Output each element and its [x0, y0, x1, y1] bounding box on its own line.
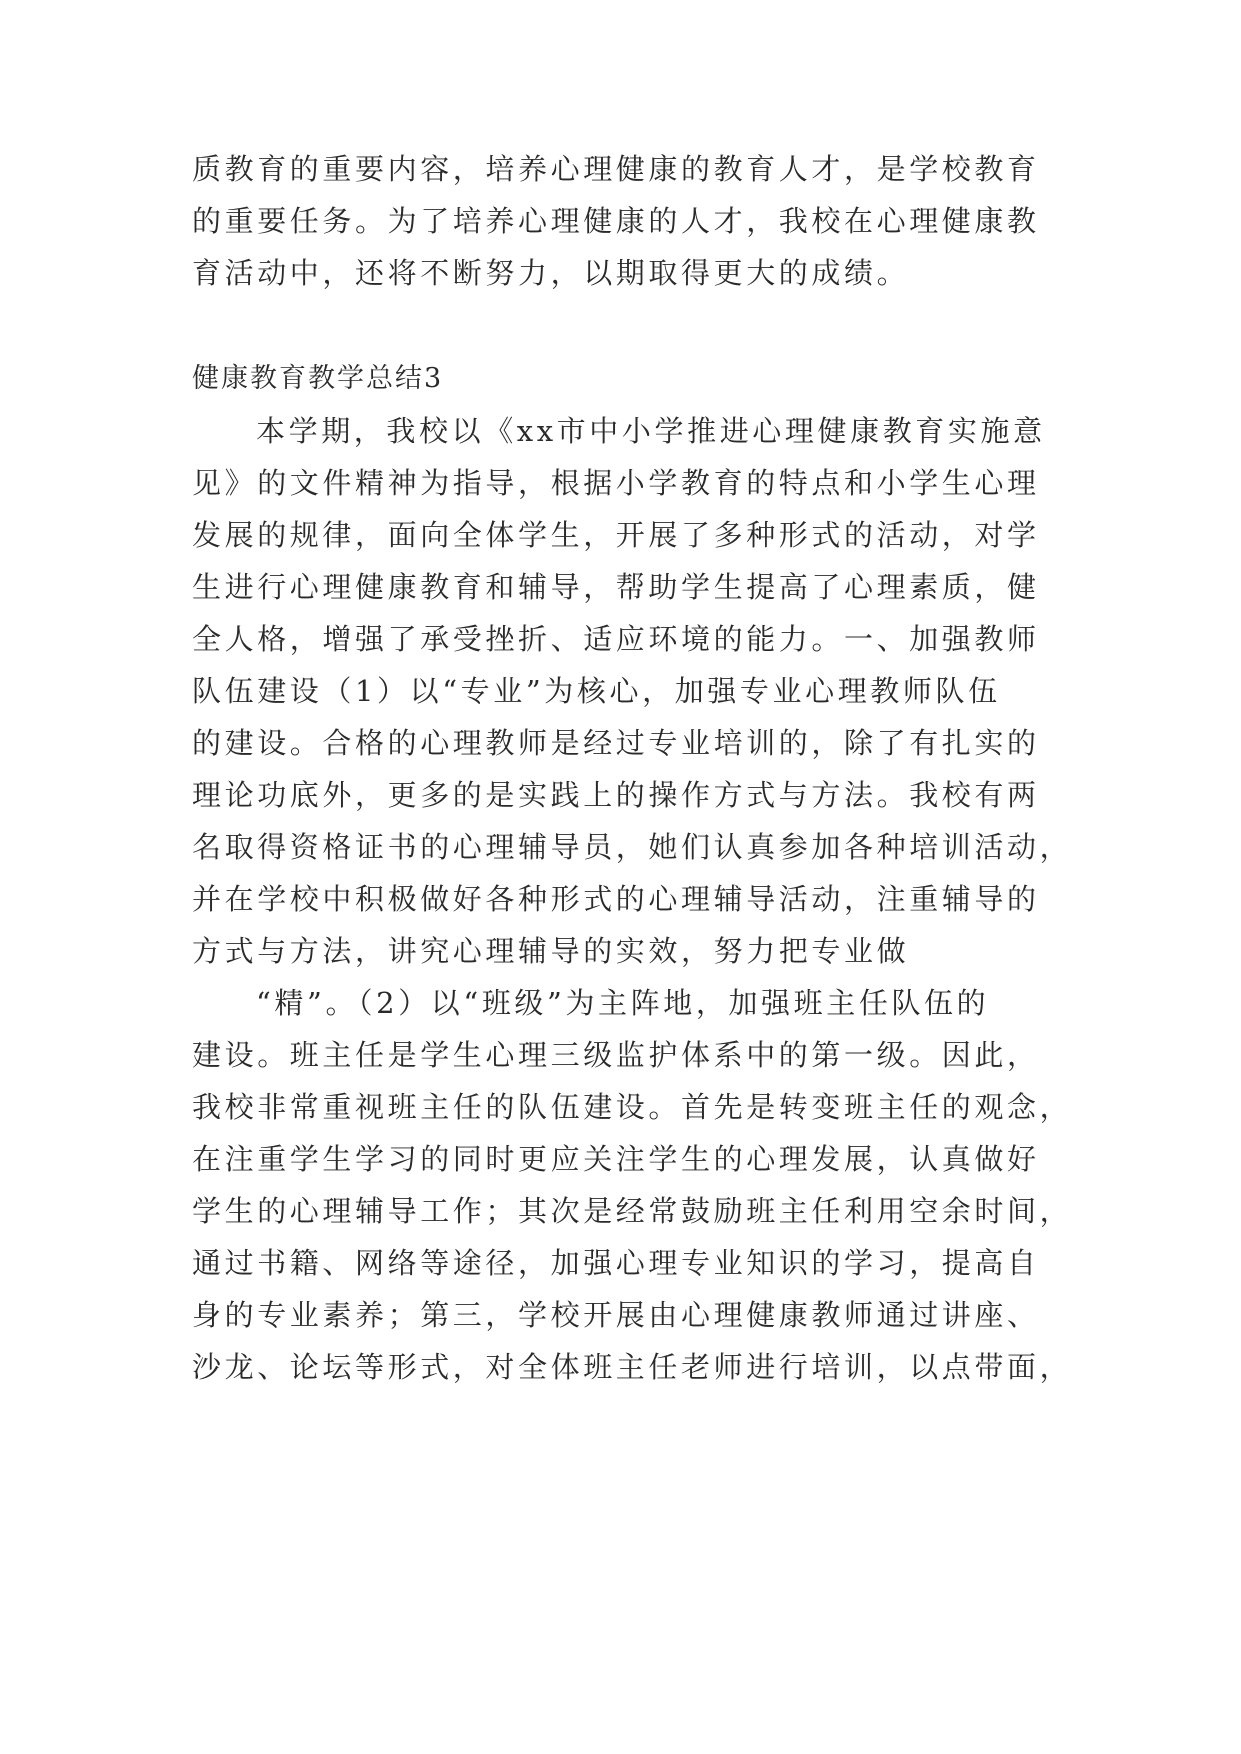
- paragraph-line: 并在学校中积极做好各种形式的心理辅导活动，注重辅导的: [192, 882, 1040, 916]
- paragraph-line: 建设。班主任是学生心理三级监护体系中的第一级。因此，: [192, 1038, 1040, 1072]
- paragraph-line: 的建设。合格的心理教师是经过专业培训的，除了有扎实的: [192, 726, 1040, 760]
- paragraph-line: 全人格，增强了承受挫折、适应环境的能力。一、加强教师: [192, 622, 1040, 656]
- paragraph-line: 学生的心理辅导工作；其次是经常鼓励班主任利用空余时间，: [192, 1194, 1073, 1228]
- section-heading: 健康教育教学总结3: [192, 363, 444, 394]
- paragraph-line: 沙龙、论坛等形式，对全体班主任老师进行培训，以点带面，: [192, 1350, 1073, 1384]
- paragraph-line: 见》的文件精神为指导，根据小学教育的特点和小学生心理: [192, 466, 1040, 500]
- paragraph-line: 方式与方法，讲究心理辅导的实效，努力把专业做: [192, 934, 910, 968]
- paragraph-line: 我校非常重视班主任的队伍建设。首先是转变班主任的观念，: [192, 1090, 1073, 1124]
- paragraph-line: 理论功底外，更多的是实践上的操作方式与方法。我校有两: [192, 778, 1040, 812]
- paragraph-line: 名取得资格证书的心理辅导员，她们认真参加各种培训活动，: [192, 830, 1073, 864]
- paragraph-line: 发展的规律，面向全体学生，开展了多种形式的活动，对学: [192, 518, 1040, 552]
- paragraph-line: 育活动中，还将不断努力，以期取得更大的成绩。: [192, 256, 910, 290]
- paragraph-line: 的重要任务。为了培养心理健康的人才，我校在心理健康教: [192, 204, 1040, 238]
- paragraph-line: 质教育的重要内容，培养心理健康的教育人才，是学校教育: [192, 152, 1040, 186]
- paragraph-line: 生进行心理健康教育和辅导，帮助学生提高了心理素质，健: [192, 570, 1040, 604]
- paragraph-line: 身的专业素养；第三，学校开展由心理健康教师通过讲座、: [192, 1298, 1040, 1332]
- paragraph-line: 本学期，我校以《xx市中小学推进心理健康教育实施意: [256, 414, 1046, 448]
- paragraph-line: 通过书籍、网络等途径，加强心理专业知识的学习，提高自: [192, 1246, 1040, 1280]
- paragraph-line: 在注重学生学习的同时更应关注学生的心理发展，认真做好: [192, 1142, 1040, 1176]
- paragraph-line: “精”。（2）以“班级”为主阵地，加强班主任队伍的: [256, 986, 990, 1020]
- paragraph-line: 队伍建设（1）以“专业”为核心，加强专业心理教师队伍: [192, 674, 1001, 708]
